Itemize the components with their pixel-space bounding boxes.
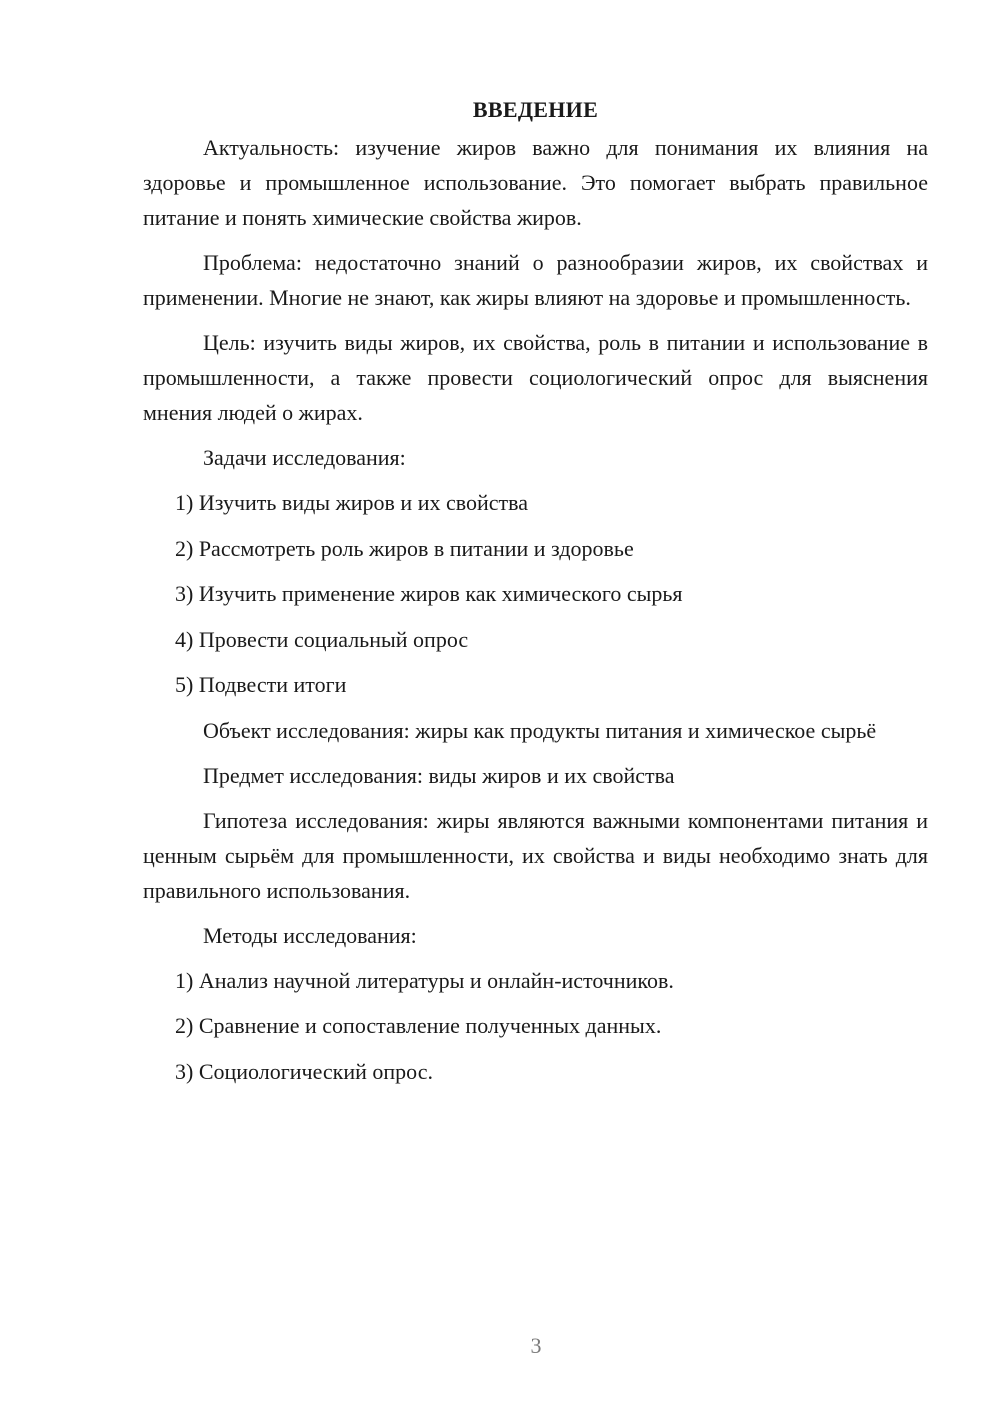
page-title: ВВЕДЕНИЕ [472,97,599,122]
tasks-list [143,485,928,702]
list-item: 3) Изучить применение жиров как химического сырья [175,581,683,606]
page-number: 3 [530,1333,542,1358]
list-item: 2) Сравнение и сопоставление полученных данных. [175,1013,662,1038]
list-item: 4) Провести социальный опрос [175,626,469,652]
tasks-heading: Задачи исследования: [203,445,406,470]
document-page [143,92,928,1099]
object-paragraph: Объект исследования: жиры как продукты питания и химическое сырьё [203,717,877,743]
goal-paragraph: Цель: изучить виды жиров, их свойства, роль в питании и использование в промышленности, а также провести социологический опрос для выяснения мнения людей о жирах. [143,330,928,425]
methods-heading: Методы исследования: [203,922,417,948]
list-item: 5) Подвести итоги [175,672,347,697]
problem-paragraph: Проблема: недостаточно знаний о разнообразии жиров, их свойствах и применении. Многие не знают, как жиры влияют на здоровье и промышленность. [143,250,928,310]
subject-paragraph: Предмет исследования: виды жиров и их свойства [203,762,675,788]
methods-list [143,963,928,1089]
hypothesis-paragraph: Гипотеза исследования: жиры являются важными компонентами питания и ценным сырьём для промышленности, их свойства и виды необходимо знать для правильного использования. [143,807,928,903]
list-item: 1) Изучить виды жиров и их свойства [175,490,528,515]
relevance-paragraph: Актуальность: изучение жиров важно для понимания их влияния на здоровье и промышленное использование. Это помогает выбрать правильное питание и понять химические свойства жиров. [143,135,928,230]
list-item: 2) Рассмотреть роль жиров в питании и здоровье [175,535,634,561]
list-item: 1) Анализ научной литературы и онлайн-источников. [175,967,674,993]
list-item: 3) Социологический опрос. [175,1058,433,1084]
